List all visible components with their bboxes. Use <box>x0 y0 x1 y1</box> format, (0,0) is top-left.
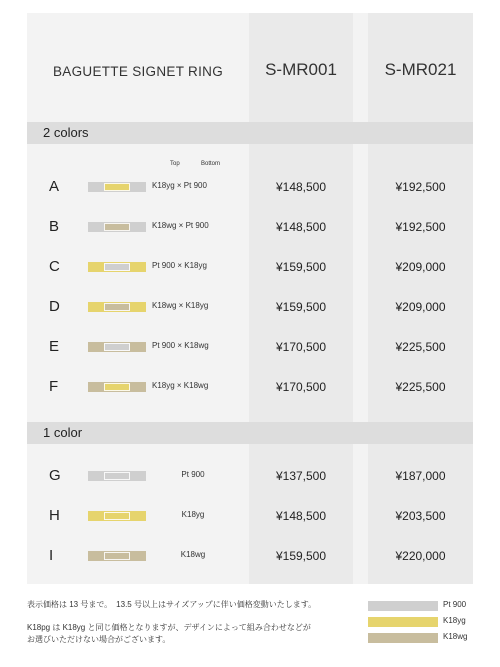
metal-combination: Pt 900 <box>181 470 205 479</box>
note-size: 表示価格は 13 号まで。 13.5 号以上はサイズアップに伴い価格変動いたします。 <box>27 600 317 609</box>
column-header-s-mr021: S-MR021 <box>384 60 457 79</box>
price-s-mr021: ¥209,000 <box>395 300 446 314</box>
metal-combination: K18wg × Pt 900 <box>152 221 209 230</box>
price-s-mr001: ¥148,500 <box>275 180 327 194</box>
price-s-mr021: ¥220,000 <box>395 549 446 563</box>
metal-combination: Pt 900 × K18wg <box>152 341 209 350</box>
ring-swatch-icon <box>88 262 146 272</box>
metal-combination: Pt 900 × K18yg <box>152 261 207 270</box>
row-letter: D <box>49 298 60 315</box>
legend-bottom-label: Bottom <box>201 161 221 167</box>
metal-combination: K18wg × K18yg <box>152 301 209 310</box>
note-k18pg-line2: お選びいただけない場合がございます。 <box>27 635 171 644</box>
price-row-i <box>27 547 473 565</box>
swatch-label: Pt 900 <box>443 600 467 609</box>
metal-combination: K18yg × Pt 900 <box>152 181 207 190</box>
ring-swatch-icon <box>88 342 146 352</box>
price-row-d <box>27 298 473 316</box>
price-row-g <box>27 467 473 485</box>
price-s-mr001: ¥170,500 <box>275 380 327 394</box>
price-row-b <box>27 218 473 236</box>
note-k18pg <box>27 622 311 646</box>
row-letter: C <box>49 258 60 275</box>
note-k18pg-line1: K18pg は K18yg と同じ価格となりますが、デザインによって組み合わせなどが <box>27 623 311 632</box>
price-s-mr001: ¥148,500 <box>275 509 327 523</box>
ring-swatch-icon <box>88 302 146 312</box>
price-s-mr001: ¥159,500 <box>275 549 327 563</box>
price-row-e <box>27 338 473 356</box>
row-letter: H <box>49 507 60 524</box>
row-letter: F <box>49 378 59 395</box>
section-header-1-color <box>27 422 473 444</box>
price-row-c <box>27 258 473 276</box>
price-s-mr021: ¥225,500 <box>395 380 446 394</box>
section-header-2-colors <box>27 122 473 144</box>
ring-swatch-icon <box>88 382 146 392</box>
column-header-s-mr001: S-MR001 <box>265 60 337 79</box>
price-row-a <box>27 178 473 196</box>
swatch-label: K18wg <box>443 632 468 641</box>
swatch-pt900 <box>368 601 438 611</box>
price-s-mr001: ¥159,500 <box>275 260 327 274</box>
page-title: BAGUETTE SIGNET RING <box>52 64 224 79</box>
section-label: 2 colors <box>43 125 89 140</box>
price-s-mr021: ¥192,500 <box>395 180 446 194</box>
metal-combination: K18wg <box>180 550 206 559</box>
row-letter: B <box>49 218 60 235</box>
ring-swatch-icon <box>88 182 146 192</box>
ring-swatch-icon <box>88 222 146 232</box>
price-s-mr021: ¥225,500 <box>395 340 446 354</box>
row-letter: I <box>49 547 54 564</box>
swatch-k18yg <box>368 617 438 627</box>
swatch-k18wg <box>368 633 438 643</box>
price-row-h <box>27 507 473 525</box>
price-s-mr001: ¥170,500 <box>275 340 327 354</box>
price-s-mr001: ¥148,500 <box>275 220 327 234</box>
price-s-mr001: ¥159,500 <box>275 300 327 314</box>
row-letter: E <box>49 338 60 355</box>
swatch-label: K18yg <box>443 616 466 625</box>
price-s-mr001: ¥137,500 <box>275 469 327 483</box>
row-letter: A <box>49 178 60 195</box>
price-s-mr021: ¥203,500 <box>395 509 446 523</box>
price-s-mr021: ¥209,000 <box>395 260 446 274</box>
price-s-mr021: ¥192,500 <box>395 220 446 234</box>
price-row-f <box>27 378 473 396</box>
price-s-mr021: ¥187,000 <box>395 469 446 483</box>
row-letter: G <box>49 467 61 484</box>
section-label: 1 color <box>43 425 83 440</box>
metal-combination: K18yg <box>181 510 205 519</box>
legend-top-label: Top <box>170 161 180 167</box>
metal-combination: K18yg × K18wg <box>152 381 209 390</box>
